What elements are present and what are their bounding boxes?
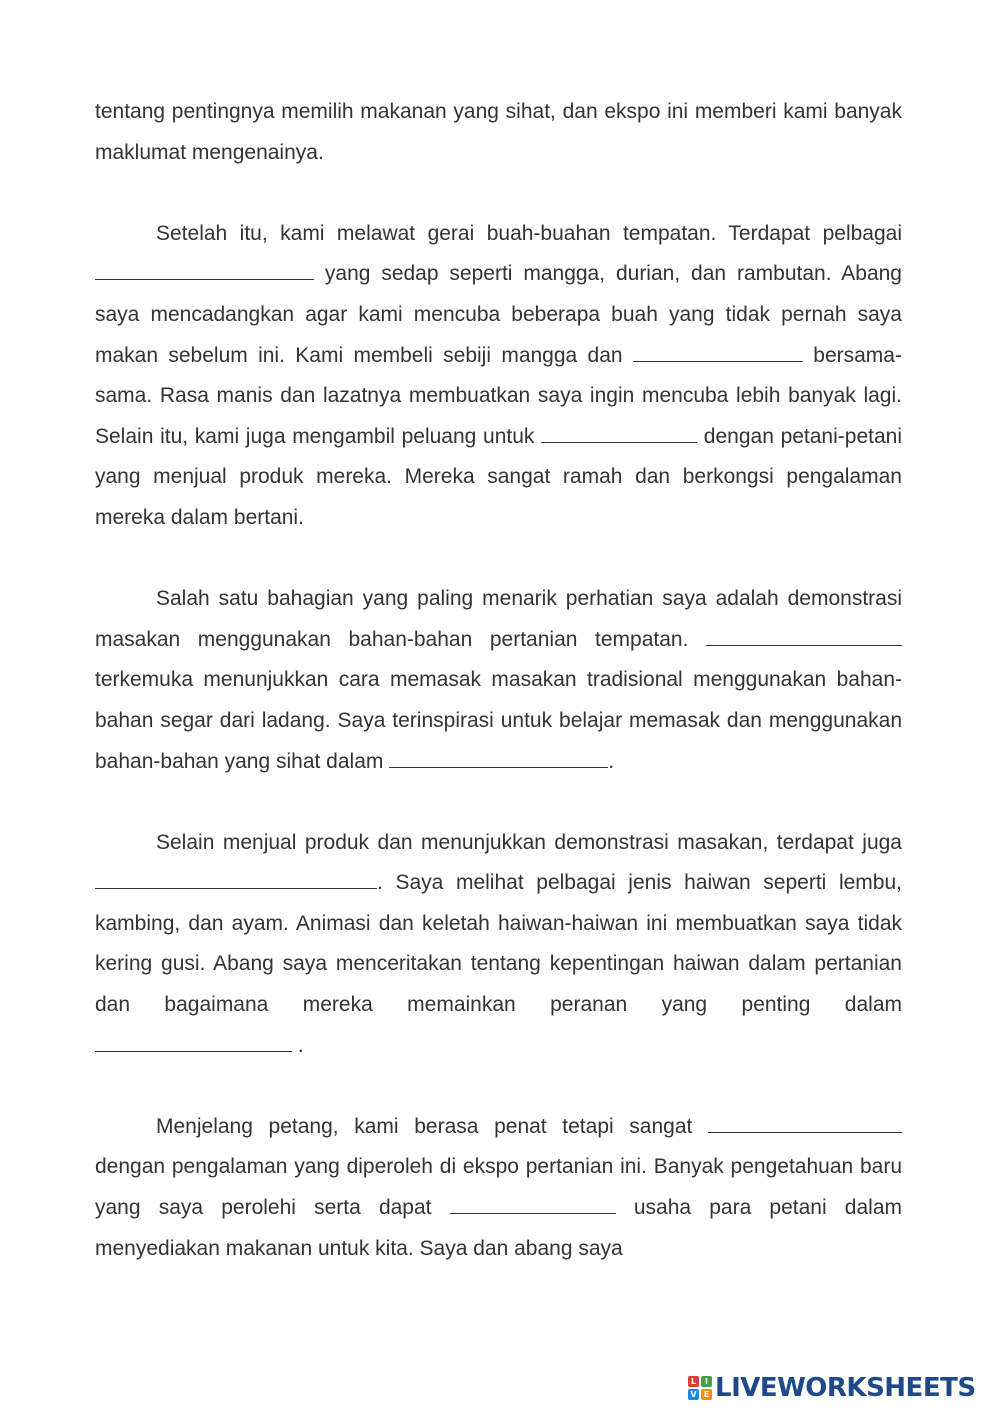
paragraph-text: . [292, 1033, 304, 1057]
liveworksheets-logo [688, 1371, 976, 1405]
logo-letter: V [688, 1389, 699, 1400]
blank-field-1[interactable] [95, 259, 314, 280]
paragraph-text: Salah satu bahagian yang paling menarik perhatian saya adalah demonstrasi masakan menggunakan bahan-bahan pertanian tempatan. [95, 587, 902, 651]
paragraph-5 [95, 1107, 902, 1269]
logo-letter: L [688, 1376, 699, 1387]
paragraph-text: usaha para petani dalam menyediakan makanan untuk kita. Saya dan abang saya [95, 1196, 902, 1260]
blank-field-8[interactable] [708, 1112, 902, 1133]
paragraph-text: dengan pengalaman yang diperoleh di ekspo pertanian ini. Banyak pengetahuan baru yang saya perolehi serta dapat [95, 1155, 902, 1220]
logo-text: LIVEWORKSHEETS [715, 1373, 976, 1403]
paragraph-text: . Saya melihat pelbagai jenis haiwan seperti lembu, kambing, dan ayam. Animasi dan keletah haiwan-haiwan ini membuatkan saya tidak kering gusi. Abang saya menceritakan tentang kepentingan haiwan dalam pertanian dan bagaimana mereka memainkan peranan yang penting dalam [95, 871, 902, 1017]
paragraph-2 [95, 214, 902, 539]
paragraph-4 [95, 823, 902, 1067]
paragraph-text: tentang pentingnya memilih makanan yang sihat, dan ekspo ini memberi kami banyak maklumat mengenainya. [95, 100, 902, 164]
paragraph-text: Menjelang petang, kami berasa penat tetapi sangat [156, 1114, 708, 1138]
blank-field-3[interactable] [541, 422, 697, 443]
paragraph-text: yang sedap seperti mangga, durian, dan rambutan. Abang saya mencadangkan agar kami mencuba beberapa buah yang tidak pernah saya makan sebelum ini. Kami membeli sebiji mangga dan [95, 262, 902, 367]
paragraph-1 [95, 92, 902, 173]
blank-field-5[interactable] [389, 747, 608, 768]
paragraph-text: . [608, 749, 615, 773]
logo-mark-icon [688, 1376, 712, 1400]
blank-field-7[interactable] [95, 1031, 292, 1052]
logo-letter: I [701, 1376, 712, 1387]
paragraph-text: terkemuka menunjukkan cara memasak masakan tradisional menggunakan bahan-bahan segar dari ladang. Saya terinspirasi untuk belajar memasak dan menggunakan bahan-bahan yang sihat dalam [95, 668, 902, 773]
blank-field-2[interactable] [633, 341, 803, 362]
logo-letter: E [701, 1389, 712, 1400]
paragraph-3 [95, 579, 902, 782]
paragraph-text: bersama-sama. Rasa manis dan lazatnya membuatkan saya ingin mencuba lebih banyak lagi. Selain itu, kami juga mengambil peluang untuk [95, 343, 902, 448]
paragraph-text: Selain menjual produk dan menunjukkan demonstrasi masakan, terdapat juga [156, 830, 902, 854]
worksheet-page [95, 92, 902, 1310]
paragraph-text: Setelah itu, kami melawat gerai buah-buahan tempatan. Terdapat pelbagai [156, 221, 902, 245]
blank-field-4[interactable] [706, 625, 902, 646]
blank-field-9[interactable] [450, 1193, 616, 1214]
paragraph-text: dengan petani-petani yang menjual produk mereka. Mereka sangat ramah dan berkongsi pengalaman mereka dalam bertani. [95, 424, 902, 529]
blank-field-6[interactable] [95, 868, 377, 889]
